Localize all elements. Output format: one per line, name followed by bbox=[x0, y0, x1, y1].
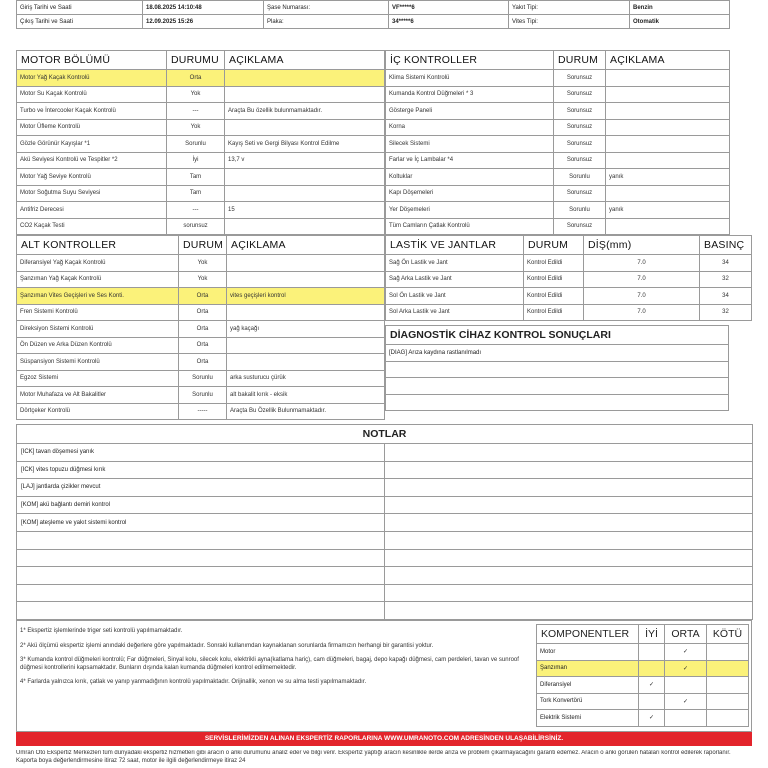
website-banner: SERVİSLERİMİZDEN ALINAN EKSPERTİZ RAPORLARINA WWW.UMRANOTO.COM ADRESİNDEN ULAŞABİLİRSİNİZ. bbox=[16, 732, 752, 746]
notes-header-row bbox=[17, 425, 753, 444]
component-name: Diferansiyel bbox=[537, 677, 639, 694]
check-icon: ✓ bbox=[665, 660, 707, 677]
interior-status: Sorunlu bbox=[554, 169, 606, 186]
engine-status: Yok bbox=[167, 86, 225, 103]
tire-item: Sağ Ön Lastik ve Jant bbox=[386, 255, 524, 272]
interior-item: Kapı Döşemeleri bbox=[386, 185, 554, 202]
chassis-value: VF*****6 bbox=[389, 1, 509, 15]
engine-row bbox=[17, 152, 385, 169]
note-line-right bbox=[385, 479, 753, 497]
interior-note: yanık bbox=[606, 169, 730, 186]
tire-depth: 7.0 bbox=[584, 271, 700, 288]
underbody-section-table bbox=[16, 235, 385, 420]
underbody-section-title: ALT KONTROLLER bbox=[17, 236, 179, 255]
interior-status: Sorunsuz bbox=[554, 185, 606, 202]
interior-item: Korna bbox=[386, 119, 554, 136]
tire-status: Kontrol Edildi bbox=[524, 271, 584, 288]
tire-row bbox=[386, 255, 752, 272]
underbody-status: Orta bbox=[179, 354, 227, 371]
interior-row bbox=[386, 70, 730, 87]
note-line-right bbox=[385, 461, 753, 479]
note-line bbox=[17, 602, 385, 620]
note-line: [ICK] vites topuzu düğmesi kırık bbox=[17, 461, 385, 479]
underbody-note-header: AÇIKLAMA bbox=[227, 236, 385, 255]
engine-row bbox=[17, 185, 385, 202]
engine-item: Motor Üfleme Kontrolü bbox=[17, 119, 167, 136]
underbody-note bbox=[227, 354, 385, 371]
diagnostic-row bbox=[386, 394, 729, 411]
underbody-row bbox=[17, 387, 385, 404]
note-row bbox=[17, 461, 753, 479]
engine-item: Motor Yağ Kaçak Kontrolü bbox=[17, 70, 167, 87]
engine-status: --- bbox=[167, 103, 225, 120]
note-line-right bbox=[385, 531, 753, 549]
underbody-note: arka susturucu çürük bbox=[227, 370, 385, 387]
tires-section-title: LASTİK VE JANTLAR bbox=[386, 236, 524, 255]
interior-note bbox=[606, 136, 730, 153]
interior-header-row bbox=[386, 51, 730, 70]
underbody-note: yağ kaçağı bbox=[227, 321, 385, 338]
interior-item: Kumanda Kontrol Düğmeleri * 3 bbox=[386, 86, 554, 103]
interior-status: Sorunsuz bbox=[554, 70, 606, 87]
underbody-item: Motor Muhafaza ve Alt Bakalitler bbox=[17, 387, 179, 404]
underbody-item: Şanzıman Vites Geçişleri ve Ses Konti. bbox=[17, 288, 179, 305]
engine-row bbox=[17, 86, 385, 103]
interior-status-header: DURUM bbox=[554, 51, 606, 70]
diagnostic-row bbox=[386, 378, 729, 395]
bad-header: KÖTÜ bbox=[707, 625, 749, 644]
engine-note bbox=[225, 218, 385, 235]
component-name: Tork Konvertörü bbox=[537, 693, 639, 710]
underbody-status: Orta bbox=[179, 321, 227, 338]
interior-row bbox=[386, 152, 730, 169]
note-row bbox=[17, 584, 753, 602]
medium-header: ORTA bbox=[665, 625, 707, 644]
underbody-status: ----- bbox=[179, 403, 227, 420]
diagnostic-row bbox=[386, 345, 729, 362]
tire-depth: 7.0 bbox=[584, 288, 700, 305]
interior-row bbox=[386, 103, 730, 120]
footnote-3: 3* Kumanda kontrol düğmeleri kontrolü; Far düğmeleri, Sinyal kolu, silecek kolu, elektrikli ayna(katlama hariç), cam düğmeleri, bagaj, depo kapağı düğmesi, cam perdeleri, tavan ve sunroof düğmesi kontrollerini kapsamaktadır. Bunların dışında kalan kumanda düğmeleri kontrol edilmemektedir. bbox=[20, 657, 519, 671]
tire-pressure: 32 bbox=[700, 271, 752, 288]
interior-status: Sorunlu bbox=[554, 202, 606, 219]
engine-status: Sorunlu bbox=[167, 136, 225, 153]
engine-item: Turbo ve İntercooler Kaçak Kontrolü bbox=[17, 103, 167, 120]
note-line: [KOM] ateşleme ve yakıt sistemi kontrol bbox=[17, 514, 385, 532]
footnote-2: 2* Akü ölçümü ekspertiz işlemi anındaki değerlere göre yapılmaktadır. Sonraki kullanımdan kaynaklanan sorunlarda firmamızın herhangi bir garantisi yoktur. bbox=[20, 642, 434, 649]
note-row bbox=[17, 567, 753, 585]
underbody-status: Orta bbox=[179, 337, 227, 354]
diagnostic-row bbox=[386, 361, 729, 378]
exit-date-value: 12.09.2025 15:26 bbox=[143, 15, 264, 29]
note-row bbox=[17, 514, 753, 532]
engine-item: Motor Yağ Seviye Kontrolü bbox=[17, 169, 167, 186]
engine-note: 15 bbox=[225, 202, 385, 219]
note-line bbox=[17, 567, 385, 585]
interior-row bbox=[386, 185, 730, 202]
note-row bbox=[17, 479, 753, 497]
footnote-4: 4* Farlarda yalnızca kırık, çatlak ve yanıp yanmadığının kontrolü yapılmaktadır. Orijinallik, xenon ve su alma testi yapılmamaktadır. bbox=[20, 679, 367, 685]
engine-note bbox=[225, 169, 385, 186]
tire-depth: 7.0 bbox=[584, 304, 700, 321]
engine-header-row bbox=[17, 51, 385, 70]
engine-note: Kayış Seti ve Gergi Bilyası Kontrol Edilme bbox=[225, 136, 385, 153]
engine-note bbox=[225, 86, 385, 103]
interior-row bbox=[386, 119, 730, 136]
engine-item: Motor Soğutma Suyu Seviyesi bbox=[17, 185, 167, 202]
engine-note-header: AÇIKLAMA bbox=[225, 51, 385, 70]
fuel-value: Benzin bbox=[630, 1, 730, 15]
exit-date-label: Çıkış Tarihi ve Saati bbox=[17, 15, 143, 29]
underbody-item: Egzoz Sistemi bbox=[17, 370, 179, 387]
underbody-note: Araçta Bu Özellik Bulunmamaktadır. bbox=[227, 403, 385, 420]
tires-pressure-header: BASINÇ bbox=[700, 236, 752, 255]
underbody-note: vites geçişleri kontrol bbox=[227, 288, 385, 305]
note-line-right bbox=[385, 567, 753, 585]
fuel-label: Yakıt Tipi: bbox=[509, 1, 630, 15]
underbody-status: Yok bbox=[179, 271, 227, 288]
note-row bbox=[17, 496, 753, 514]
underbody-note: alt bakalit kırık - eksik bbox=[227, 387, 385, 404]
engine-note bbox=[225, 119, 385, 136]
engine-status: Orta bbox=[167, 70, 225, 87]
interior-note bbox=[606, 218, 730, 235]
interior-status: Sorunsuz bbox=[554, 119, 606, 136]
underbody-status: Yok bbox=[179, 255, 227, 272]
check-icon: ✓ bbox=[639, 710, 665, 727]
underbody-row bbox=[17, 337, 385, 354]
engine-section-title: MOTOR BÖLÜMÜ bbox=[17, 51, 167, 70]
engine-item: Akü Seviyesi Kontrolü ve Tespitler *2 bbox=[17, 152, 167, 169]
underbody-item: Şanzıman Yağ Kaçak Kontrolü bbox=[17, 271, 179, 288]
note-line: [KOM] akü bağlantı demiri kontrol bbox=[17, 496, 385, 514]
note-line bbox=[17, 531, 385, 549]
tire-status: Kontrol Edildi bbox=[524, 255, 584, 272]
interior-note bbox=[606, 103, 730, 120]
diagnostic-section-table bbox=[385, 325, 729, 411]
note-line: [LAJ] jantlarda çizikler mevcut bbox=[17, 479, 385, 497]
interior-item: Gösterge Paneli bbox=[386, 103, 554, 120]
note-line bbox=[17, 549, 385, 567]
engine-note: 13,7 v bbox=[225, 152, 385, 169]
tire-pressure: 34 bbox=[700, 288, 752, 305]
info-row bbox=[17, 1, 730, 15]
diagnostic-header-row bbox=[386, 326, 729, 345]
engine-row bbox=[17, 218, 385, 235]
tires-depth-header: DİŞ(mm) bbox=[584, 236, 700, 255]
check-icon: ✓ bbox=[665, 644, 707, 661]
engine-note bbox=[225, 70, 385, 87]
engine-status: İyi bbox=[167, 152, 225, 169]
transmission-label: Vites Tipi: bbox=[509, 15, 630, 29]
underbody-row bbox=[17, 370, 385, 387]
interior-item: Silecek Sistemi bbox=[386, 136, 554, 153]
engine-item: Motor Su Kaçak Kontrolü bbox=[17, 86, 167, 103]
entry-date-label: Giriş Tarihi ve Saati bbox=[17, 1, 143, 15]
entry-date-value: 18.08.2025 14:10:48 bbox=[143, 1, 264, 15]
note-row bbox=[17, 531, 753, 549]
tires-header-row bbox=[386, 236, 752, 255]
interior-note bbox=[606, 119, 730, 136]
diagnostic-title: DİAGNOSTİK CİHAZ KONTROL SONUÇLARI bbox=[386, 326, 729, 345]
underbody-item: Fren Sistemi Kontrolü bbox=[17, 304, 179, 321]
interior-status: Sorunsuz bbox=[554, 218, 606, 235]
interior-row bbox=[386, 136, 730, 153]
engine-section-table bbox=[16, 50, 385, 235]
underbody-row bbox=[17, 271, 385, 288]
engine-row bbox=[17, 202, 385, 219]
plate-value: 34*****6 bbox=[389, 15, 509, 29]
chassis-label: Şase Numarası: bbox=[264, 1, 389, 15]
transmission-value: Otomatik bbox=[630, 15, 730, 29]
interior-note-header: AÇIKLAMA bbox=[606, 51, 730, 70]
note-line: [ICK] tavan döşemesi yanık bbox=[17, 444, 385, 462]
underbody-status: Orta bbox=[179, 288, 227, 305]
engine-status: Yok bbox=[167, 119, 225, 136]
plate-label: Plaka: bbox=[264, 15, 389, 29]
check-icon: ✓ bbox=[665, 693, 707, 710]
engine-item: CO2 Kaçak Testi bbox=[17, 218, 167, 235]
tire-status: Kontrol Edildi bbox=[524, 304, 584, 321]
footnote-1: 1* Ekspertiz işlemlerinde triger seti kontrolü yapılmamaktadır. bbox=[20, 628, 183, 634]
engine-row bbox=[17, 169, 385, 186]
note-line-right bbox=[385, 584, 753, 602]
interior-status: Sorunsuz bbox=[554, 86, 606, 103]
underbody-note bbox=[227, 337, 385, 354]
underbody-item: Direksiyon Sistemi Kontrolü bbox=[17, 321, 179, 338]
tire-row bbox=[386, 304, 752, 321]
vehicle-info-table bbox=[16, 0, 730, 29]
interior-section-table bbox=[385, 50, 730, 235]
interior-section-title: İÇ KONTROLLER bbox=[386, 51, 554, 70]
underbody-status-header: DURUM bbox=[179, 236, 227, 255]
component-name: Şanzıman bbox=[537, 660, 639, 677]
underbody-note bbox=[227, 271, 385, 288]
interior-row bbox=[386, 218, 730, 235]
interior-item: Yer Döşemeleri bbox=[386, 202, 554, 219]
engine-row bbox=[17, 119, 385, 136]
interior-item: Koltuklar bbox=[386, 169, 554, 186]
tire-row bbox=[386, 271, 752, 288]
interior-status: Sorunsuz bbox=[554, 103, 606, 120]
note-line-right bbox=[385, 549, 753, 567]
check-icon: ✓ bbox=[639, 677, 665, 694]
tires-status-header: DURUM bbox=[524, 236, 584, 255]
underbody-header-row bbox=[17, 236, 385, 255]
component-name: Motor bbox=[537, 644, 639, 661]
underbody-row bbox=[17, 304, 385, 321]
underbody-status: Orta bbox=[179, 304, 227, 321]
engine-item: Gözle Görünür Kayışlar *1 bbox=[17, 136, 167, 153]
note-line-right bbox=[385, 514, 753, 532]
underbody-status: Sorunlu bbox=[179, 387, 227, 404]
tire-pressure: 32 bbox=[700, 304, 752, 321]
engine-status-header: DURUMU bbox=[167, 51, 225, 70]
engine-status: --- bbox=[167, 202, 225, 219]
interior-row bbox=[386, 202, 730, 219]
tire-item: Sağ Arka Lastik ve Jant bbox=[386, 271, 524, 288]
underbody-row bbox=[17, 288, 385, 305]
underbody-note bbox=[227, 255, 385, 272]
tire-row bbox=[386, 288, 752, 305]
interior-item: Farlar ve İç Lambalar *4 bbox=[386, 152, 554, 169]
diagnostic-result: [DIAG] Arıza kaydına rastlanılmadı bbox=[386, 345, 729, 362]
note-row bbox=[17, 549, 753, 567]
engine-note: Araçta Bu özellik bulunmamaktadır. bbox=[225, 103, 385, 120]
interior-note: yanık bbox=[606, 202, 730, 219]
note-line-right bbox=[385, 444, 753, 462]
components-title: KOMPONENTLER bbox=[537, 625, 639, 644]
note-row bbox=[17, 602, 753, 620]
underbody-row bbox=[17, 255, 385, 272]
engine-row bbox=[17, 70, 385, 87]
interior-note bbox=[606, 185, 730, 202]
underbody-row bbox=[17, 321, 385, 338]
info-row bbox=[17, 15, 730, 29]
note-line bbox=[17, 584, 385, 602]
notes-title: NOTLAR bbox=[17, 425, 753, 444]
interior-status: Sorunsuz bbox=[554, 136, 606, 153]
note-line-right bbox=[385, 496, 753, 514]
engine-row bbox=[17, 103, 385, 120]
interior-note bbox=[606, 70, 730, 87]
disclaimer-text: Umran Oto Ekspertiz Merkezleri tüm dünyadaki ekspertiz hizmetleri gibi aracın o anki durumunu analiz eder ve bilgi verir. Ekspertiz yaptığı aracın kesinlikle ilerde arıza ve problem çıkarmayacağını garanti edemez. Aracın o anki görülen hataları kontrol edilerek raporlanır. Kaporta boya değerlendirmesine itiraz 72 saat, motor ile ilgili değerlendirmeye itiraz 24 bbox=[16, 750, 731, 764]
interior-item: Tüm Camların Çatlak Kontrolü bbox=[386, 218, 554, 235]
note-line-right bbox=[385, 602, 753, 620]
interior-note bbox=[606, 152, 730, 169]
underbody-item: Diferansiyel Yağ Kaçak Kontrolü bbox=[17, 255, 179, 272]
engine-status: sorunsuz bbox=[167, 218, 225, 235]
tire-item: Sol Arka Lastik ve Jant bbox=[386, 304, 524, 321]
underbody-status: Sorunlu bbox=[179, 370, 227, 387]
tire-depth: 7.0 bbox=[584, 255, 700, 272]
component-name: Elektrik Sistemi bbox=[537, 710, 639, 727]
interior-row bbox=[386, 86, 730, 103]
underbody-item: Ön Düzen ve Arka Düzen Kontrolü bbox=[17, 337, 179, 354]
tire-status: Kontrol Edildi bbox=[524, 288, 584, 305]
underbody-note bbox=[227, 304, 385, 321]
note-row bbox=[17, 444, 753, 462]
tire-pressure: 34 bbox=[700, 255, 752, 272]
interior-item: Klima Sistemi Kontrolü bbox=[386, 70, 554, 87]
engine-status: Tam bbox=[167, 185, 225, 202]
underbody-row bbox=[17, 403, 385, 420]
interior-note bbox=[606, 86, 730, 103]
underbody-row bbox=[17, 354, 385, 371]
notes-table bbox=[16, 424, 753, 620]
interior-status: Sorunsuz bbox=[554, 152, 606, 169]
engine-status: Tam bbox=[167, 169, 225, 186]
tire-item: Sol Ön Lastik ve Jant bbox=[386, 288, 524, 305]
engine-item: Antifriz Derecesi bbox=[17, 202, 167, 219]
engine-row bbox=[17, 136, 385, 153]
underbody-item: Dörtçeker Kontrolü bbox=[17, 403, 179, 420]
footer-frame bbox=[16, 620, 752, 732]
tires-section-table bbox=[385, 235, 752, 321]
underbody-item: Süspansiyon Sistemi Kontrolü bbox=[17, 354, 179, 371]
interior-row bbox=[386, 169, 730, 186]
good-header: İYİ bbox=[639, 625, 665, 644]
engine-note bbox=[225, 185, 385, 202]
